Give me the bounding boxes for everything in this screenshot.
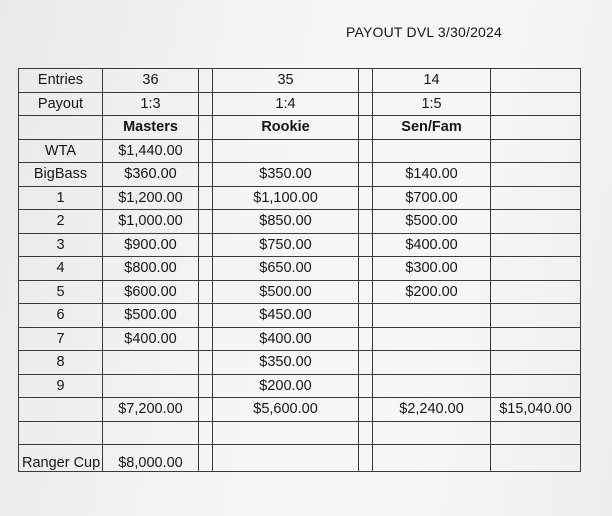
masters-cell: $1,440.00 [103,139,199,163]
spacer-cell [359,421,373,445]
masters-cell: $600.00 [103,280,199,304]
row-label-cell [19,421,103,445]
table-row [19,398,581,422]
masters-cell: $360.00 [103,163,199,187]
senfam-cell: $400.00 [373,233,491,257]
row-label-cell: 8 [19,351,103,375]
total-cell [491,186,581,210]
table-row [19,351,581,375]
total-cell [491,210,581,234]
spacer-cell [359,210,373,234]
masters-cell [103,421,199,445]
masters-cell: $8,000.00 [103,445,199,472]
table-row [19,445,581,472]
rookie-cell: 35 [213,69,359,93]
total-cell [491,280,581,304]
rookie-cell: $500.00 [213,280,359,304]
total-cell [491,92,581,116]
spacer-cell [359,257,373,281]
rookie-cell: $350.00 [213,163,359,187]
masters-cell: Masters [103,116,199,140]
senfam-cell: $500.00 [373,210,491,234]
spacer-cell [359,398,373,422]
rookie-cell: 1:4 [213,92,359,116]
spacer-cell [359,186,373,210]
row-label-cell: 6 [19,304,103,328]
table-row [19,92,581,116]
table-row [19,69,581,93]
rookie-cell: $650.00 [213,257,359,281]
row-label-cell: BigBass [19,163,103,187]
spacer-cell [199,92,213,116]
total-cell [491,69,581,93]
senfam-cell: $2,240.00 [373,398,491,422]
spacer-cell [199,69,213,93]
table-row [19,374,581,398]
row-label-cell: 5 [19,280,103,304]
rookie-cell: $450.00 [213,304,359,328]
rookie-cell: $400.00 [213,327,359,351]
masters-cell: $1,200.00 [103,186,199,210]
spacer-cell [199,139,213,163]
senfam-cell [373,445,491,472]
masters-cell: 36 [103,69,199,93]
total-cell [491,116,581,140]
table-row [19,116,581,140]
spacer-cell [359,163,373,187]
table-row [19,257,581,281]
masters-cell: $400.00 [103,327,199,351]
row-label-cell: 7 [19,327,103,351]
payout-table-body [19,69,581,472]
table-row [19,210,581,234]
row-label-cell: 4 [19,257,103,281]
total-cell [491,233,581,257]
spacer-cell [199,374,213,398]
row-label-cell: WTA [19,139,103,163]
spacer-cell [359,351,373,375]
row-label-cell [19,116,103,140]
masters-cell: $800.00 [103,257,199,281]
table-row [19,233,581,257]
spacer-cell [199,351,213,375]
row-label-cell: 3 [19,233,103,257]
rookie-cell: $1,100.00 [213,186,359,210]
table-row [19,280,581,304]
spacer-cell [199,304,213,328]
spacer-cell [199,257,213,281]
total-cell: $15,040.00 [491,398,581,422]
rookie-cell: $200.00 [213,374,359,398]
spacer-cell [359,280,373,304]
spacer-cell [359,327,373,351]
senfam-cell: $200.00 [373,280,491,304]
total-cell [491,139,581,163]
spacer-cell [359,69,373,93]
rookie-cell: $350.00 [213,351,359,375]
senfam-cell [373,304,491,328]
spacer-cell [199,421,213,445]
total-cell [491,351,581,375]
row-label-cell [19,398,103,422]
senfam-cell [373,421,491,445]
total-cell [491,163,581,187]
spacer-cell [359,116,373,140]
row-label-cell: Ranger Cup [19,445,103,472]
masters-cell [103,351,199,375]
masters-cell [103,374,199,398]
senfam-cell: $140.00 [373,163,491,187]
rookie-cell: $750.00 [213,233,359,257]
row-label-cell: Payout [19,92,103,116]
document-title: PAYOUT DVL 3/30/2024 [346,24,503,40]
rookie-cell: $5,600.00 [213,398,359,422]
table-row [19,304,581,328]
spacer-cell [199,116,213,140]
senfam-cell: Sen/Fam [373,116,491,140]
table-row [19,186,581,210]
spacer-cell [199,163,213,187]
senfam-cell [373,374,491,398]
rookie-cell [213,139,359,163]
row-label-cell: 9 [19,374,103,398]
spacer-cell [199,327,213,351]
senfam-cell [373,351,491,375]
senfam-cell [373,139,491,163]
senfam-cell: 1:5 [373,92,491,116]
payout-table [18,68,581,472]
total-cell [491,421,581,445]
total-cell [491,304,581,328]
masters-cell: $7,200.00 [103,398,199,422]
table-row [19,421,581,445]
spacer-cell [199,398,213,422]
spacer-cell [199,233,213,257]
spacer-cell [199,280,213,304]
total-cell [491,327,581,351]
spacer-cell [199,186,213,210]
row-label-cell: 2 [19,210,103,234]
total-cell [491,445,581,472]
spacer-cell [359,233,373,257]
total-cell [491,374,581,398]
senfam-cell: 14 [373,69,491,93]
spacer-cell [359,374,373,398]
row-label-cell: Entries [19,69,103,93]
spacer-cell [359,139,373,163]
senfam-cell [373,327,491,351]
senfam-cell: $300.00 [373,257,491,281]
spacer-cell [359,445,373,472]
masters-cell: $1,000.00 [103,210,199,234]
rookie-cell [213,421,359,445]
row-label-cell: 1 [19,186,103,210]
rookie-cell [213,445,359,472]
table-row [19,139,581,163]
total-cell [491,257,581,281]
spacer-cell [359,304,373,328]
spacer-cell [199,445,213,472]
rookie-cell: $850.00 [213,210,359,234]
masters-cell: $500.00 [103,304,199,328]
table-row [19,163,581,187]
spacer-cell [199,210,213,234]
rookie-cell: Rookie [213,116,359,140]
masters-cell: $900.00 [103,233,199,257]
masters-cell: 1:3 [103,92,199,116]
spacer-cell [359,92,373,116]
senfam-cell: $700.00 [373,186,491,210]
table-row [19,327,581,351]
